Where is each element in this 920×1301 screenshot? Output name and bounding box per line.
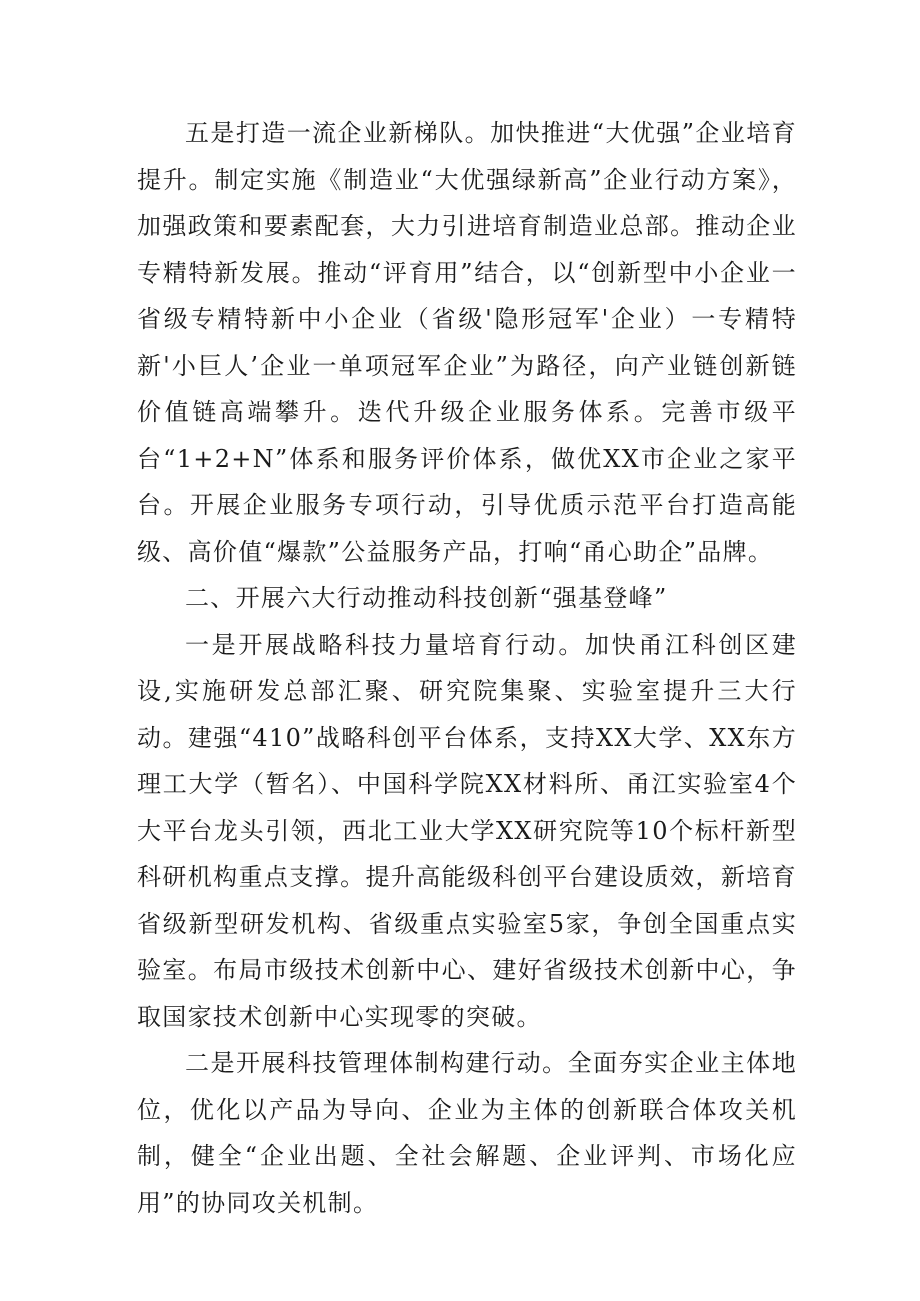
paragraph-enterprise-ladder: 五是打造一流企业新梯队。加快推进“大优强”企业培育提升。制定实施《制造业“大优强绿新高”企业行动方案》，加强政策和要素配套，大力引进培育制造业总部。推动企业专精特新发展。推动“评育用”结合，以“创新型中小企业一省级专精特新中小企业（省级'隐形冠军'企业）一专精特新'小巨人’企业一单项冠军企业”为路径，向产业链创新链价值链高端攀升。迭代升级企业服务体系。完善市级平台“1+2+N”体系和服务评价体系，做优XX市企业之家平台。开展企业服务专项行动，引导优质示范平台打造高能级、高价值“爆款”公益服务产品，打响“甬心助企”品牌。 bbox=[137, 119, 797, 566]
document-body bbox=[137, 110, 797, 1226]
paragraph-tech-management: 二是开展科技管理体制构建行动。全面夯实企业主体地位，优化以产品为导向、企业为主体的创新联合体攻关机制，健全“企业出题、全社会解题、企业评判、市场化应用”的协同攻关机制。 bbox=[137, 1049, 797, 1217]
section-heading: 二、开展六大行动推动科技创新“强基登峰” bbox=[185, 584, 668, 612]
paragraph-strategic-tech: 一是开展战略科技力量培育行动。加快甬江科创区建设,实施研发总部汇聚、研究院集聚、实验室提升三大行动。建强“410”战略科创平台体系，支持XX大学、XX东方理工大学（暂名）、中国科学院XX材料所、甬江实验室4个大平台龙头引领，西北工业大学XX研究院等10个标杆新型科研机构重点支撑。提升高能级科创平台建设质效，新培育省级新型研发机构、省级重点实验室5家，争创全国重点实验室。布局市级技术创新中心、建好省级技术创新中心，争取国家技术创新中心实现零的突破。 bbox=[137, 630, 797, 1031]
